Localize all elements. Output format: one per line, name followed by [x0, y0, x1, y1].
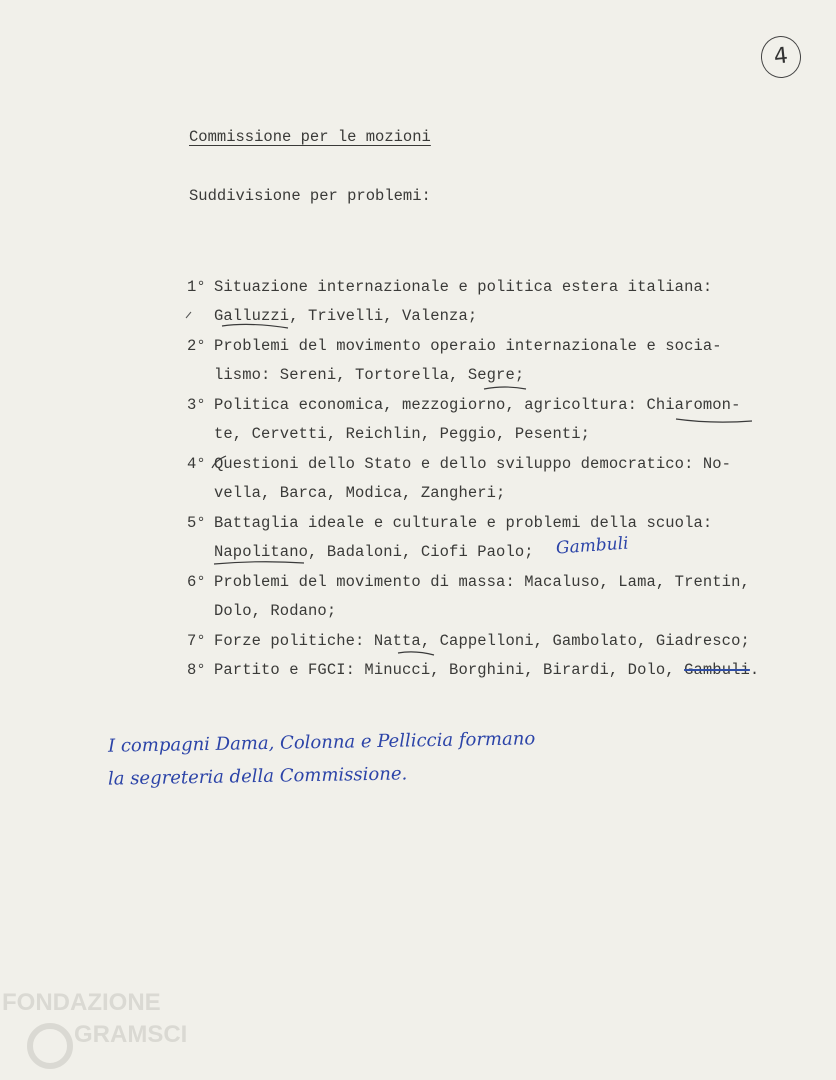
- item-line: Situazione internazionale e politica estera italiana:: [214, 278, 713, 296]
- item-number: 4°: [187, 455, 206, 473]
- item-line: Battaglia ideale e culturale e problemi della scuola:: [214, 514, 713, 532]
- item-line: Problemi del movimento di massa: Macaluso, Lama, Trentin,: [214, 573, 750, 591]
- underline-galluzzi: [222, 324, 288, 328]
- struck-name: Gambuli: [684, 661, 750, 679]
- handwritten-note-line: la segreteria della Commissione.: [107, 763, 408, 790]
- handwritten-name: Gambuli: [555, 533, 630, 559]
- tick-mark: [186, 312, 191, 318]
- item-line: Dolo, Rodano;: [214, 602, 337, 620]
- item-line: te, Cervetti, Reichlin, Peggio, Pesenti;: [214, 425, 591, 443]
- watermark-line-1: FONDAZIONE: [2, 989, 161, 1016]
- item-number: 8°: [187, 661, 206, 679]
- underline-napolitano: [214, 562, 304, 564]
- item-number: 1°: [187, 278, 206, 296]
- item-line: lismo: Sereni, Tortorella, Segre;: [214, 366, 525, 384]
- item-line-text: Partito e FGCI: Minucci, Borghini, Birardi, Dolo,: [214, 661, 675, 679]
- handwritten-note-line: I compagni Dama, Colonna e Pelliccia formano: [107, 728, 536, 757]
- document-subtitle: Suddivisione per problemi:: [189, 187, 431, 205]
- line-period: .: [749, 661, 760, 679]
- watermark-logo: [2, 989, 187, 1066]
- item-number: 7°: [187, 632, 206, 650]
- page-number: 4: [759, 34, 803, 80]
- item-line: vella, Barca, Modica, Zangheri;: [214, 484, 506, 502]
- underline-segre: [484, 387, 526, 389]
- item-line: Forze politiche: Natta, Cappelloni, Gambolato, Giadresco;: [214, 632, 750, 650]
- underline-chiaromonte: [676, 419, 752, 422]
- item-line: Galluzzi, Trivelli, Valenza;: [214, 307, 478, 325]
- watermark-line-2: GRAMSCI: [74, 1021, 188, 1048]
- underline-natta: [398, 652, 434, 655]
- item-number: 5°: [187, 514, 206, 532]
- item-line: Problemi del movimento operaio internazionale e socia-: [214, 337, 722, 355]
- document-title: Commissione per le mozioni: [189, 128, 431, 146]
- item-number: 2°: [187, 337, 206, 355]
- item-line: Napolitano, Badaloni, Ciofi Paolo;: [214, 543, 534, 561]
- checkmark-4: [212, 456, 226, 468]
- item-number: 3°: [187, 396, 206, 414]
- item-line: Politica economica, mezzogiorno, agricoltura: Chiaromon-: [214, 396, 741, 414]
- fondazione-gramsci-watermark: [2, 988, 212, 1074]
- item-number: 6°: [187, 573, 206, 591]
- item-line: Questioni dello Stato e dello sviluppo democratico: No-: [214, 455, 732, 473]
